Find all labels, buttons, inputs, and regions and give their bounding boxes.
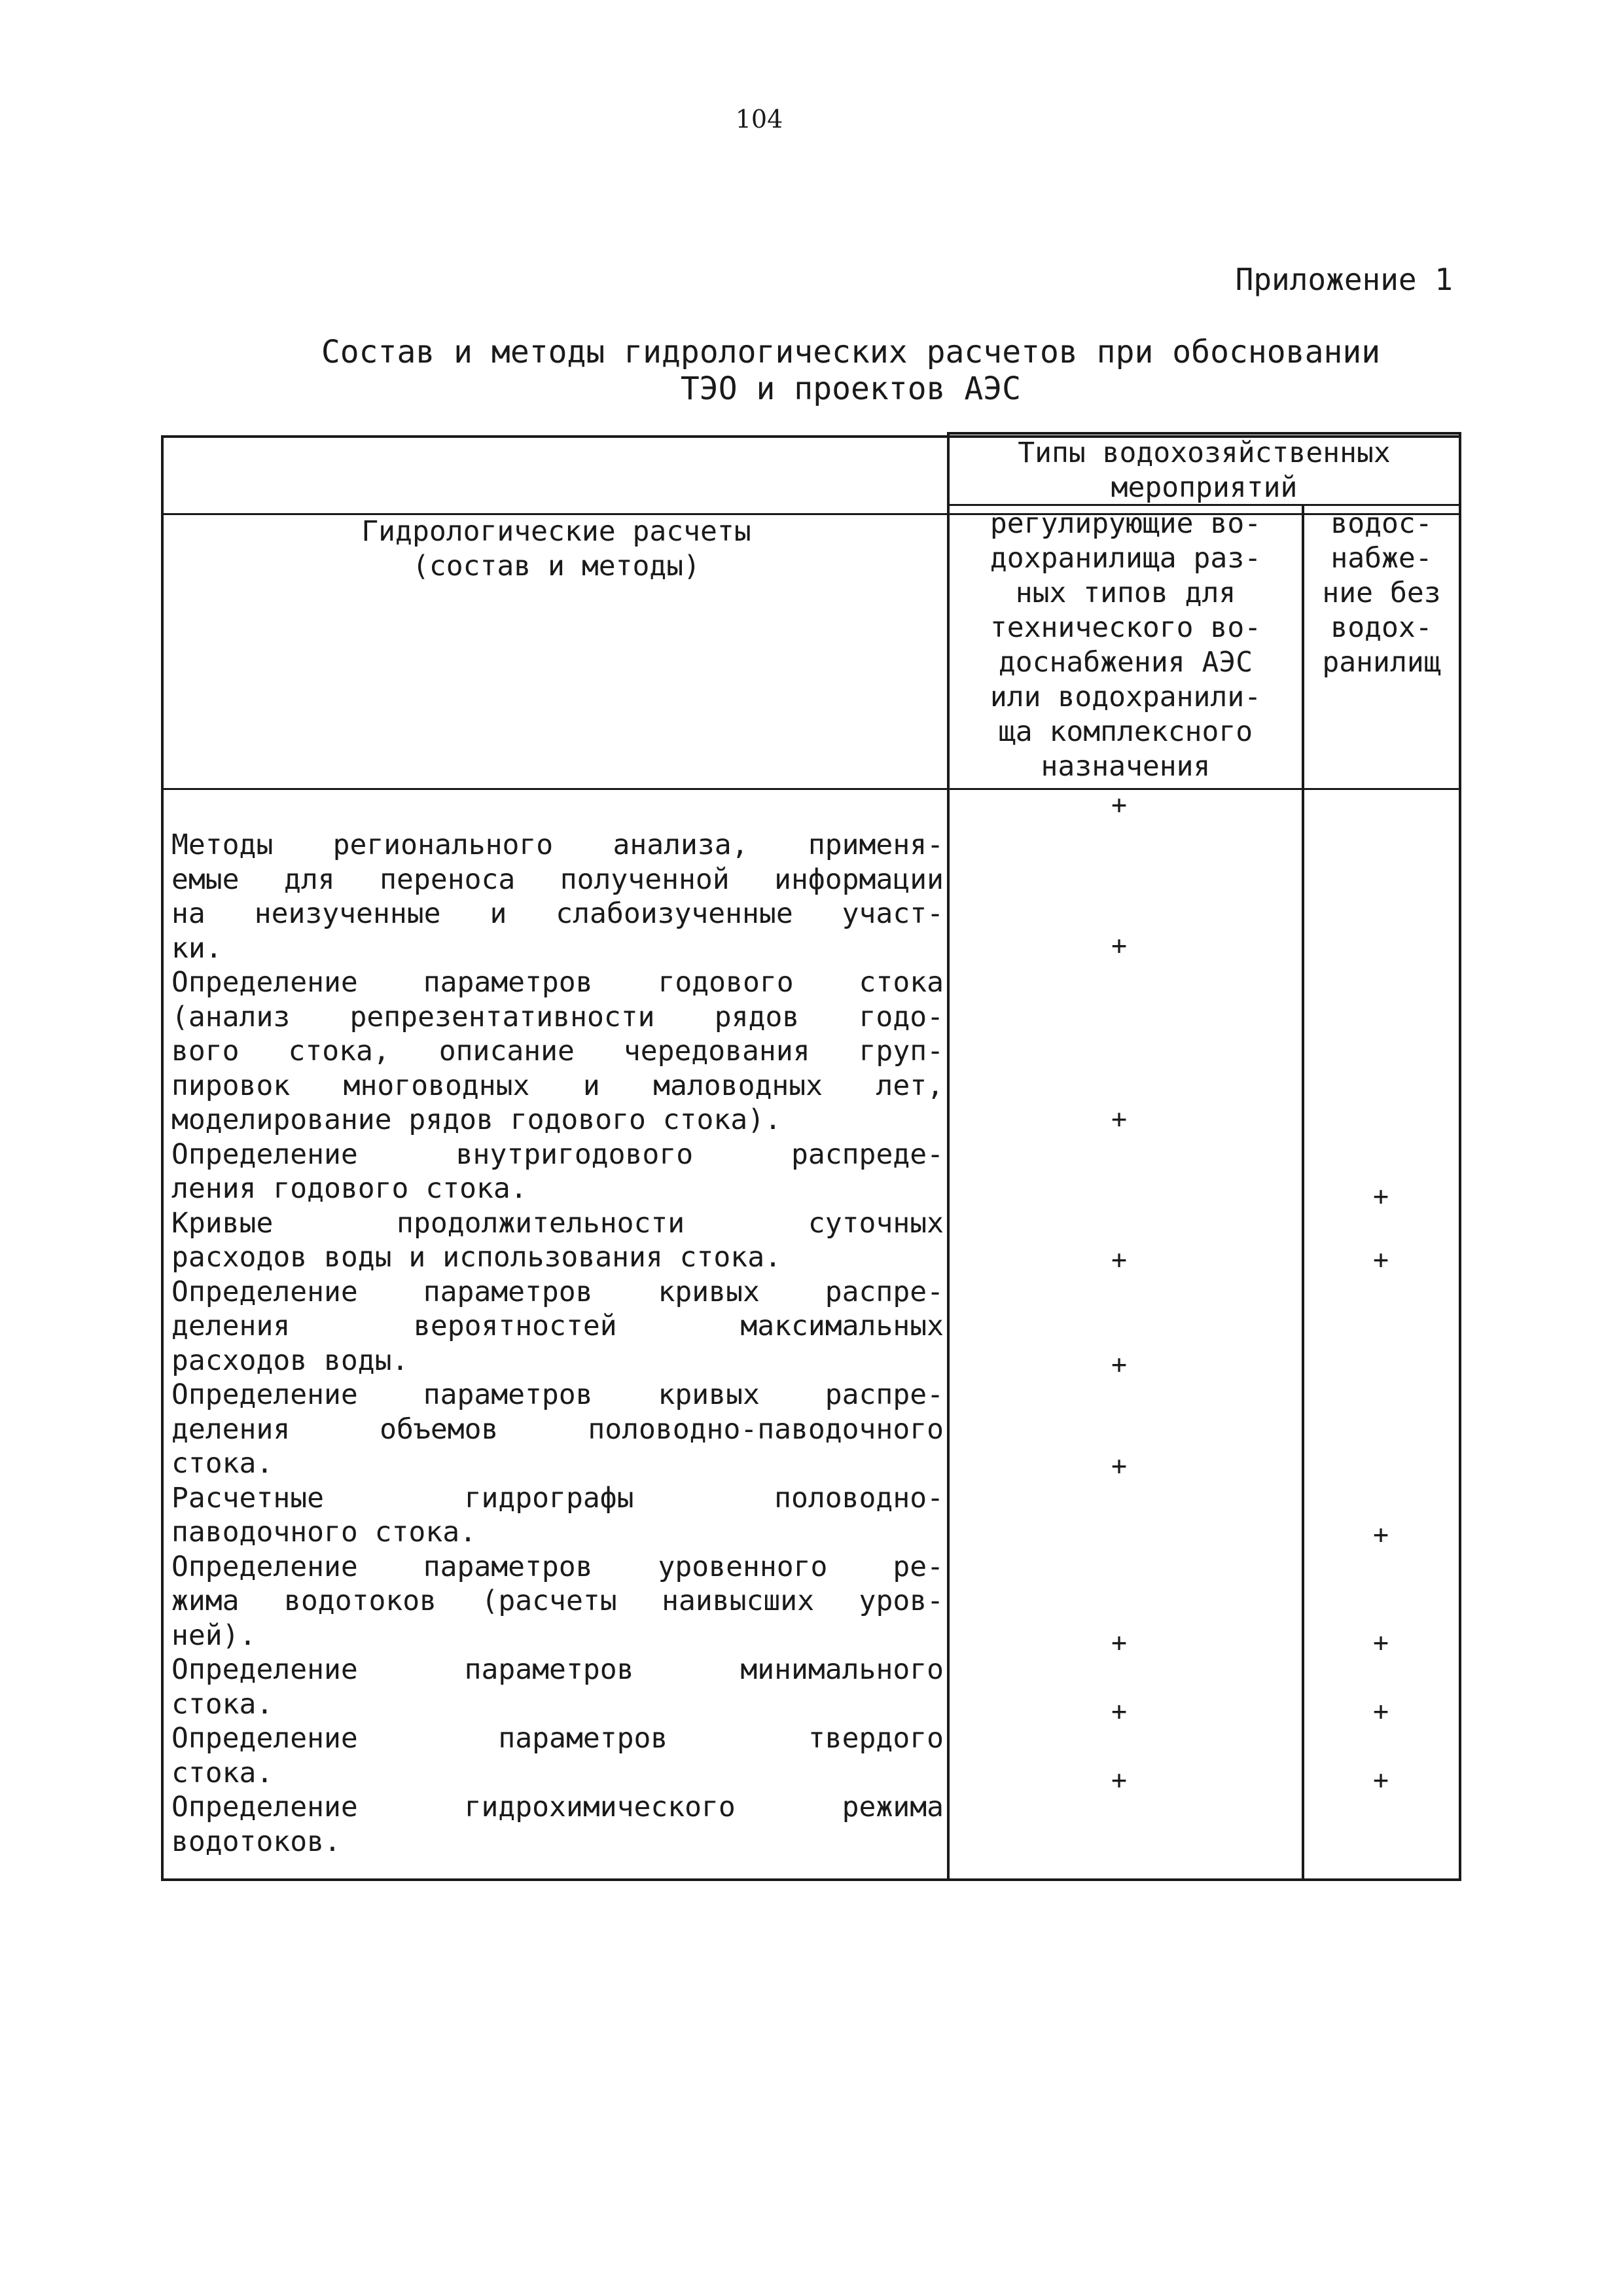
table-row [171, 828, 944, 965]
header-regulating-reservoirs: регулирующие во- дохранилища раз- ных типов для технического во- доснабжения АЭС или водохранили- ща комплексного назначения [990, 507, 1262, 783]
row-text-line: Определение внутригодового распреде- [171, 1138, 944, 1171]
row-text-line: Определение гидрохимического режима [171, 1791, 944, 1823]
table-row [171, 1138, 944, 1206]
row-text-line: жима водотоков (расчеты наивысших уров- [171, 1585, 944, 1617]
plus-mark: + [1372, 1696, 1389, 1727]
plus-mark: + [1111, 1696, 1128, 1727]
plus-mark: + [1111, 1451, 1128, 1481]
row-text-line: деления вероятностей максимальных [171, 1310, 944, 1342]
row-text-line: (анализ репрезентативности рядов годо- [171, 1000, 944, 1033]
row-text-line: Определение параметров годового стока [171, 966, 944, 999]
plus-mark: + [1372, 1765, 1389, 1795]
row-text-line: ки. [171, 931, 223, 965]
row-text-line: Определение параметров кривых распре- [171, 1378, 944, 1411]
row-text-line: Расчетные гидрографы половодно- [171, 1481, 944, 1515]
table-row [171, 1653, 944, 1721]
plus-mark: + [1111, 1350, 1128, 1380]
row-text-line: стока. [171, 1756, 274, 1789]
plus-mark: + [1111, 1104, 1128, 1134]
header-water-supply-without-reservoirs: водос- набже- ние без водох- ранилищ [1322, 507, 1441, 679]
row-text-line: стока. [171, 1447, 274, 1480]
table-bottom-border [162, 1878, 1461, 1881]
plus-mark: + [1111, 1765, 1128, 1795]
page-number: 104 [735, 105, 783, 134]
header-bottom-rule [162, 788, 1461, 790]
table-row [171, 1481, 944, 1550]
plus-mark: + [1372, 1520, 1389, 1550]
table-row [171, 1275, 944, 1378]
plus-mark: + [1111, 1245, 1128, 1275]
row-text-line: расходов воды. [171, 1344, 409, 1377]
plus-mark: + [1372, 1628, 1389, 1658]
document-title [249, 334, 1453, 407]
table-row [171, 1206, 944, 1275]
table-top-border-right [948, 432, 1461, 435]
plus-mark: + [1111, 790, 1128, 820]
title-line: ТЭО и проектов АЭС [680, 370, 1022, 407]
row-text-line: Определение параметров кривых распре- [171, 1275, 944, 1308]
row-text-line: стока. [171, 1687, 274, 1721]
row-text-line: Кривые продолжительности суточных [171, 1206, 944, 1240]
row-text-line: Определение параметров твердого [171, 1722, 944, 1755]
plus-mark: + [1111, 931, 1128, 961]
row-text-line: емые для переноса полученной информации [171, 863, 944, 896]
table-row [171, 965, 944, 1138]
table-row [171, 1721, 944, 1790]
header-hydrological-calculations: Гидрологические расчеты (состав и методы) [361, 515, 751, 583]
row-text-line: Определение параметров минимального [171, 1653, 944, 1686]
row-text-line: моделирование рядов годового стока). [171, 1103, 781, 1136]
row-text-line: ней). [171, 1619, 257, 1652]
table-row [171, 1378, 944, 1481]
plus-mark: + [1372, 1245, 1389, 1275]
row-text-line: водотоков. [171, 1825, 341, 1858]
row-text-line: расходов воды и использования стока. [171, 1241, 781, 1274]
row-text-line: Определение параметров уровенного ре- [171, 1550, 944, 1583]
header-water-measures-types: Типы водохозяйственных мероприятий [1018, 437, 1391, 504]
row-text-line: ления годового стока. [171, 1172, 527, 1205]
appendix-label: Приложение 1 [1235, 262, 1453, 297]
row-text-line: вого стока, описание чередования груп- [171, 1035, 944, 1067]
row-text-line: Методы регионального анализа, применя- [171, 829, 944, 861]
table-left-border [161, 435, 164, 1881]
row-text-line: деления объемов половодно-паводочного [171, 1412, 944, 1446]
title-line: Состав и методы гидрологических расчетов при обосновании [321, 334, 1381, 370]
table-row [171, 1790, 944, 1859]
row-text-line: пировок многоводных и маловодных лет, [171, 1069, 944, 1102]
plus-mark: + [1111, 1628, 1128, 1658]
table-row [171, 1550, 944, 1653]
row-text-line: на неизученные и слабоизученные участ- [171, 897, 944, 930]
plus-mark: + [1372, 1181, 1389, 1211]
row-text-line: паводочного стока. [171, 1516, 476, 1549]
